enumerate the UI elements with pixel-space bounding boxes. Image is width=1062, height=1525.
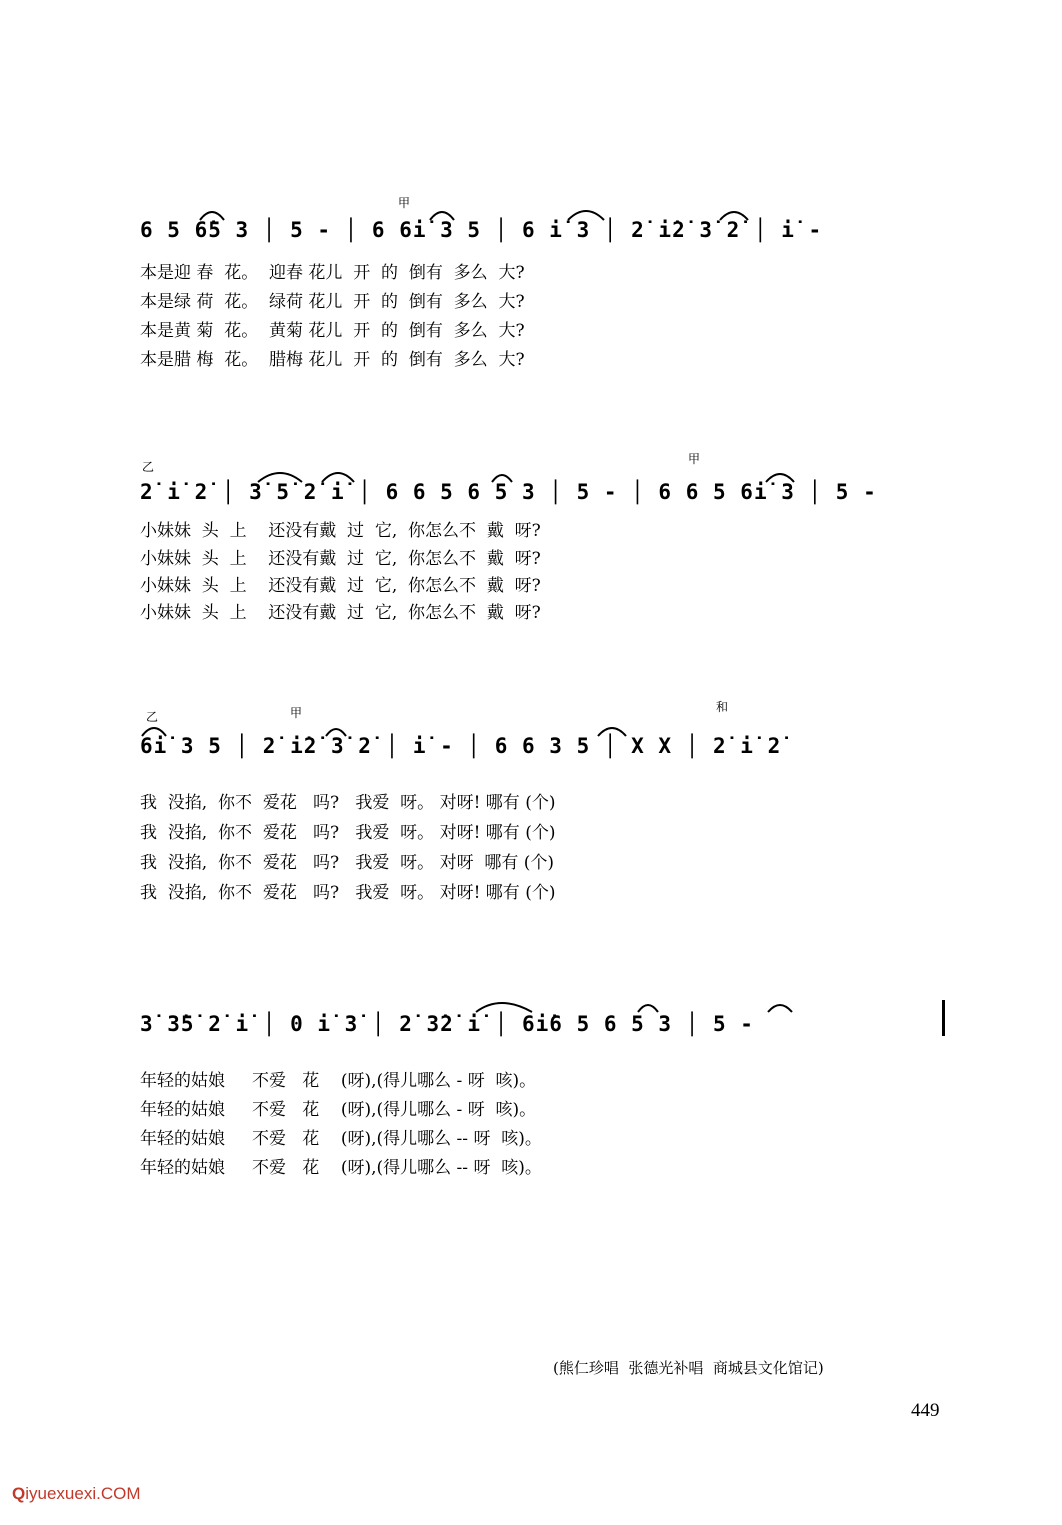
- watermark-logo-letter: Q: [12, 1484, 26, 1503]
- notation-line: 6i̇ 3 5 │ 2̇ i̇2̇ 3̇ 2̇ │ i̇ - │ 6 6 3 5 │ X X │ 2̇ i̇ 2̇: [140, 734, 782, 758]
- lyric-verse-1: 我 没掐, 你不 爱花 吗? 我爱 呀。 对呀! 哪有 (个): [140, 793, 556, 813]
- lyric-verse-4: 我 没掐, 你不 爱花 吗? 我爱 呀。 对呀! 哪有 (个): [140, 883, 556, 903]
- notation-line: 6 5 6̇5 3 │ 5 - │ 6 6i̇ 3 5 │ 6 i̇ 3 │ 2̇ i̇2̇ 3̇ 2̇ │ i̇ -: [140, 218, 823, 242]
- lyric-verse-4: 小妹妹 头 上 还没有戴 过 它, 你怎么不 戴 呀?: [140, 603, 541, 623]
- final-barline: [942, 1000, 945, 1036]
- notation-line: 3̇ 3̇5̇ 2̇ i̇ │ 0 i̇ 3̇ │ 2̇ 3̇2̇ i̇ │ 6i̇6 5 6 5 3 │ 5 -: [140, 1012, 754, 1036]
- page-number: 449: [911, 1400, 940, 1421]
- lyric-verse-3: 本是黄 菊 花。 黄菊 花儿 开 的 倒有 多么 大?: [140, 321, 525, 341]
- performer-credit: (熊仁珍唱 张德光补唱 商城县文化馆记): [553, 1359, 824, 1377]
- watermark-text: iyuexuexi.COM: [25, 1484, 141, 1503]
- score-system-1: [140, 190, 940, 380]
- lyric-verse-3: 小妹妹 头 上 还没有戴 过 它, 你怎么不 戴 呀?: [140, 576, 541, 596]
- part-label-jia: 甲: [688, 452, 701, 466]
- lyric-verse-2: 本是绿 荷 花。 绿荷 花儿 开 的 倒有 多么 大?: [140, 292, 525, 312]
- lyric-verse-2: 年轻的姑娘 不爱 花 (呀),(得儿哪么 - 呀 咳)。: [140, 1100, 537, 1120]
- score-system-3: [140, 700, 940, 914]
- lyric-verse-2: 小妹妹 头 上 还没有戴 过 它, 你怎么不 戴 呀?: [140, 549, 541, 569]
- notation-line: 2̇ i̇ 2̇ │ 3̇ 5̇ 2̇ i̇ │ 6 6 5 6 5 3 │ 5 - │ 6 6 5 6i̇ 3 │ 5 -: [140, 480, 877, 504]
- lyric-verse-4: 年轻的姑娘 不爱 花 (呀),(得儿哪么 -- 呀 咳)。: [140, 1158, 542, 1178]
- lyric-verse-4: 本是腊 梅 花。 腊梅 花儿 开 的 倒有 多么 大?: [140, 350, 525, 370]
- part-label-he: 和: [716, 700, 729, 714]
- lyric-verse-1: 本是迎 春 花。 迎春 花儿 开 的 倒有 多么 大?: [140, 263, 525, 283]
- part-label-jia: 甲: [398, 196, 411, 210]
- part-label-yi: 乙: [142, 460, 155, 474]
- lyric-verse-3: 年轻的姑娘 不爱 花 (呀),(得儿哪么 -- 呀 咳)。: [140, 1129, 542, 1149]
- lyric-verse-3: 我 没掐, 你不 爱花 吗? 我爱 呀。 对呀 哪有 (个): [140, 853, 555, 873]
- score-system-4: [140, 988, 940, 1188]
- part-label-jia: 甲: [290, 706, 303, 720]
- site-watermark: [12, 1484, 141, 1504]
- part-label-yi: 乙: [146, 710, 159, 724]
- lyric-verse-2: 我 没掐, 你不 爱花 吗? 我爱 呀。 对呀! 哪有 (个): [140, 823, 556, 843]
- lyric-verse-1: 小妹妹 头 上 还没有戴 过 它, 你怎么不 戴 呀?: [140, 521, 541, 541]
- lyric-verse-1: 年轻的姑娘 不爱 花 (呀),(得儿哪么 - 呀 咳)。: [140, 1071, 537, 1091]
- score-system-2: [140, 450, 940, 640]
